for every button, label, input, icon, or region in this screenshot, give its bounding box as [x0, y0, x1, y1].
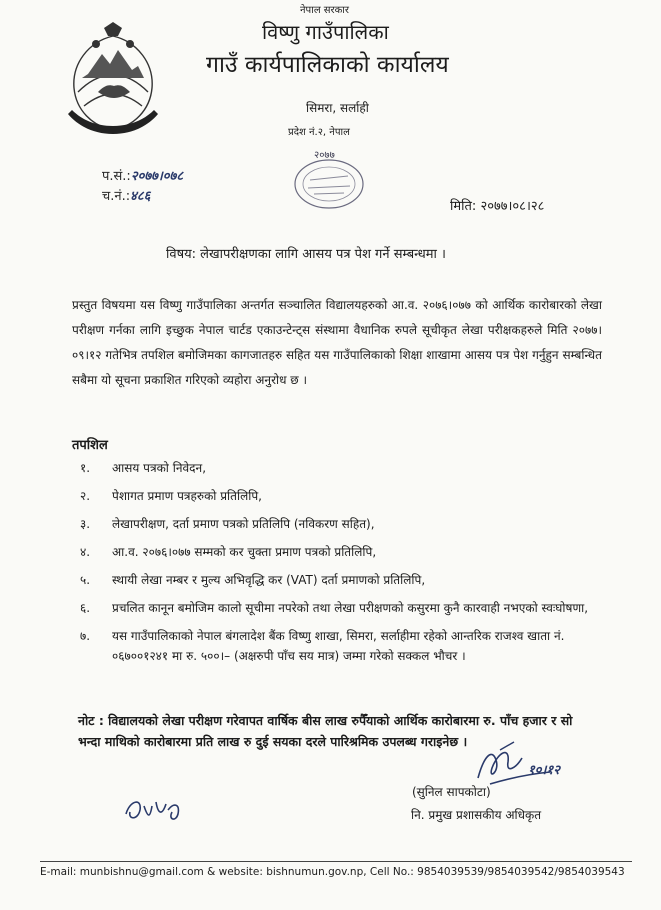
item-text: यस गाउँपालिकाको नेपाल बंगलादेश बैंक विष्णु शाखा, सिमरा, सर्लाहीमा रहेको आन्तरिक राजश्व खाता नं. ०६७००१२४१ मा रु. ५००।– (अक्षरुपी पाँच सय मात्र) जम्मा गरेको सक्कल भौचर । — [112, 629, 565, 663]
stamp-year: २०७७ — [314, 150, 335, 161]
signatory-title: नि. प्रमुख प्रशासकीय अधिकृत — [411, 808, 542, 822]
item-text: लेखापरीक्षण, दर्ता प्रमाण पत्रको प्रतिलिपि (नविकरण सहित), — [112, 517, 375, 531]
item-text: आसय पत्रको निवेदन, — [112, 461, 207, 475]
item-number: ३. — [80, 517, 91, 531]
item-number: ४. — [80, 545, 91, 559]
item-text: आ.व. २०७६।०७७ सम्मको कर चुक्ता प्रमाण पत्रको प्रतिलिपि, — [112, 545, 377, 559]
item-text: प्रचलित कानून बमोजिम कालो सूचीमा नपरेको तथा लेखा परीक्षणको कसुरमा कुनै कारवाही नभएको स्वःघोषणा, — [112, 601, 589, 615]
item-text: स्थायी लेखा नम्बर र मुल्य अभिवृद्धि कर (VAT) दर्ता प्रमाणको प्रतिलिपि, — [112, 573, 426, 587]
office-province: प्रदेश नं.२, नेपाल — [288, 127, 350, 138]
dispatch-label: च.नं.: — [102, 189, 131, 204]
list-item — [80, 598, 605, 618]
reference-value: २०७७।०७८ — [130, 169, 184, 184]
date-label: मिति: — [450, 199, 477, 214]
list-item — [80, 486, 605, 506]
municipality-name: विष्णु गाउँपालिका — [262, 20, 389, 44]
dispatch-value: ४८६ — [130, 189, 151, 204]
list-item — [80, 458, 605, 478]
item-number: १. — [80, 461, 91, 475]
reference-number — [102, 166, 183, 184]
letter-body: प्रस्तुत विषयमा यस विष्णु गाउँपालिका अन्तर्गत सञ्चालित विद्यालयहरुको आ.व. २०७६।०७७ को आर्थिक कारोबारको लेखा परीक्षण गर्नका लागि इच्छुक नेपाल चार्टड एकाउन्टेन्ट्स संस्थामा वैधानिक रुपले सूचीकृत लेखा परीक्षकहरुले मिति २०७७।०९।१२ गतेभित्र तपशिल बमोजिमका कागजातहरु सहित यस गाउँपालिकाको शिक्षा शाखामा आसय पत्र पेश गर्नुहुन सम्बन्धित सबैमा यो सूचना प्रकाशित गरिएको व्यहोरा अनुरोध छ । — [72, 298, 602, 387]
date-value: २०७७।०८।२८ — [480, 199, 545, 214]
list-item — [80, 626, 605, 666]
item-number: ७. — [80, 629, 91, 643]
details-heading: तपशिल — [72, 438, 108, 453]
signature-date: १०।१२ — [528, 763, 560, 778]
list-item — [80, 570, 605, 590]
signatory-name: (सुनिल सापकोटा) — [412, 785, 491, 799]
office-name: गाउँ कार्यपालिकाको कार्यालय — [206, 52, 449, 78]
handwritten-initials — [120, 792, 190, 828]
office-address: सिमरा, सर्लाही — [306, 101, 369, 115]
nepal-emblem-icon — [58, 22, 168, 140]
item-text: पेशागत प्रमाण पत्रहरुको प्रतिलिपि, — [112, 489, 262, 503]
details-list — [80, 458, 605, 674]
list-item — [80, 542, 605, 562]
letter-subject: विषय: लेखापरीक्षणका लागि आसय पत्र पेश गर्ने सम्बन्धमा । — [166, 247, 446, 262]
government-name: नेपाल सरकार — [300, 5, 349, 16]
footer-divider — [40, 861, 632, 862]
office-stamp — [288, 146, 370, 216]
footer-contact: E-mail: munbishnu@gmail.com & website: bishnumun.gov.np, Cell No.: 9854039539/9854039542/9854039543 — [40, 866, 625, 878]
reference-label: प.सं.: — [102, 169, 131, 184]
item-number: ५. — [80, 573, 91, 587]
remuneration-note: नोट : विद्यालयको लेखा परीक्षण गरेवापत वार्षिक बीस लाख रुपैँयाको आर्थिक कारोबारमा रु. पाँच हजार र सो भन्दा माथिको कारोबारमा प्रति लाख रु दुई सयका दरले पारिश्रमिक उपलब्ध गराइनेछ । — [78, 713, 573, 749]
dispatch-number — [102, 186, 150, 204]
item-number: ६. — [80, 601, 91, 615]
item-number: २. — [80, 489, 91, 503]
list-item — [80, 514, 605, 534]
letter-date — [450, 196, 544, 214]
